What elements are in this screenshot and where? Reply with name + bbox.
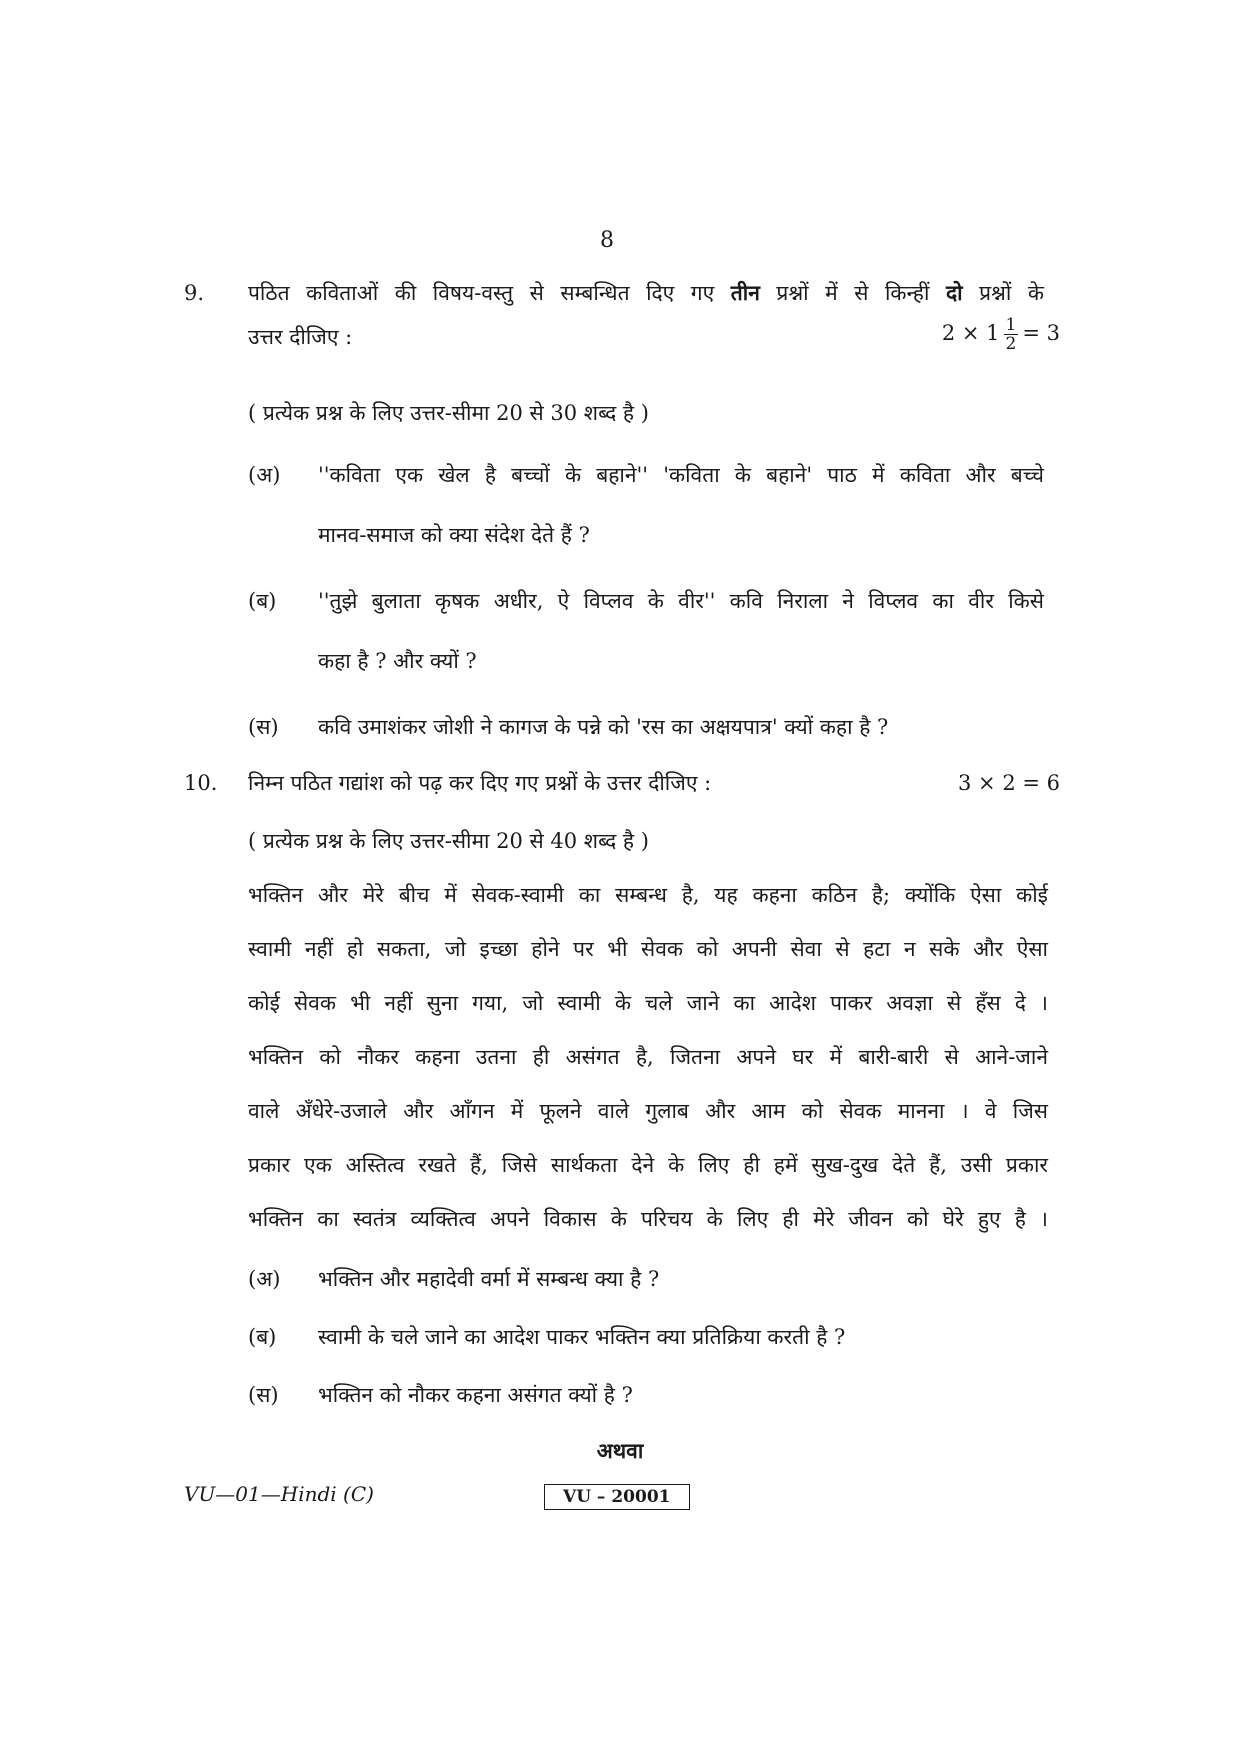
passage-line: भक्तिन का स्वतंत्र व्यक्तित्व अपने विकास के परिचय के लिए ही मेरे जीवन को घेरे हुए है । [248, 1207, 1048, 1231]
passage-line: स्वामी नहीं हो सकता, जो इच्छा होने पर भी सेवक को अपनी सेवा से हटा न सके और ऐसा [248, 937, 1048, 961]
question-10b-label: (ब) [248, 1325, 277, 1349]
footer-series-code: VU – 20001 [544, 1484, 690, 1510]
question-9-number: 9. [184, 281, 205, 305]
question-10-marks: 3 × 2 = 6 [958, 771, 1060, 795]
passage-line: भक्तिन और मेरे बीच में सेवक-स्वामी का सम्बन्ध है, यह कहना कठिन है; क्योंकि ऐसा कोई [248, 883, 1048, 907]
question-9c-text: कवि उमाशंकर जोशी ने कागज के पन्ने को 'रस का अक्षयपात्र' क्यों कहा है ? [318, 715, 889, 739]
question-9c-label: (स) [248, 715, 279, 739]
passage-line: प्रकार एक अस्तित्व रखते हैं, जिसे सार्थकता देने के लिए ही हमें सुख-दुख देते हैं, उसी प्रकार [248, 1153, 1048, 1177]
question-10-number: 10. [184, 771, 218, 795]
question-10c-label: (स) [248, 1383, 279, 1407]
page-number: 8 [600, 228, 614, 253]
question-10b-text: स्वामी के चले जाने का आदेश पाकर भक्तिन क्या प्रतिक्रिया करती है ? [318, 1325, 846, 1349]
question-9-line1: पठित कविताओं की विषय-वस्तु से सम्बन्धित दिए गए तीन प्रश्नों में से किन्हीं दो प्रश्नों के [248, 280, 1044, 305]
passage-line: वाले अँधेरे-उजाले और आँगन में फूलने वाले गुलाब और आम को सेवक मानना । वे जिस [248, 1099, 1048, 1123]
question-10-word-limit: ( प्रत्येक प्रश्न के लिए उत्तर-सीमा 20 से 40 शब्द है ) [248, 829, 649, 853]
question-10c-text: भक्तिन को नौकर कहना असंगत क्यों है ? [318, 1383, 633, 1407]
question-9-line2: उत्तर दीजिए : [248, 325, 353, 349]
question-9a-line2: मानव-समाज को क्या संदेश देते हैं ? [318, 523, 590, 547]
fraction-half: $\frac{1}{2}$ [1005, 315, 1017, 354]
question-10a-text: भक्तिन और महादेवी वर्मा में सम्बन्ध क्या है ? [318, 1267, 660, 1291]
passage-line: भक्तिन को नौकर कहना उतना ही असंगत है, जितना अपने घर में बारी-बारी से आने-जाने [248, 1045, 1048, 1069]
question-10-instruction: निम्न पठित गद्यांश को पढ़ कर दिए गए प्रश्नों के उत्तर दीजिए : [248, 771, 712, 795]
footer-paper-code: VU—01—Hindi (C) [184, 1482, 374, 1506]
question-9b-line1: ''तुझे बुलाता कृषक अधीर, ऐ विप्लव के वीर'' कवि निराला ने विप्लव का वीर किसे [318, 589, 1044, 613]
question-9-word-limit: ( प्रत्येक प्रश्न के लिए उत्तर-सीमा 20 से 30 शब्द है ) [248, 401, 649, 425]
passage-line: कोई सेवक भी नहीं सुना गया, जो स्वामी के चले जाने का आदेश पाकर अवज्ञा से हँस दे । [248, 991, 1048, 1015]
question-9b-label: (ब) [248, 589, 277, 613]
question-9-marks: 2 × 1 $\frac{1}{2}$ = 3 [941, 315, 1060, 354]
or-heading: अथवा [596, 1438, 644, 1463]
question-10a-label: (अ) [248, 1267, 281, 1291]
question-9a-label: (अ) [248, 463, 281, 487]
question-9b-line2: कहा है ? और क्यों ? [318, 649, 477, 673]
question-9a-line1: ''कविता एक खेल है बच्चों के बहाने'' 'कविता के बहाने' पाठ में कविता और बच्चे [318, 463, 1044, 487]
